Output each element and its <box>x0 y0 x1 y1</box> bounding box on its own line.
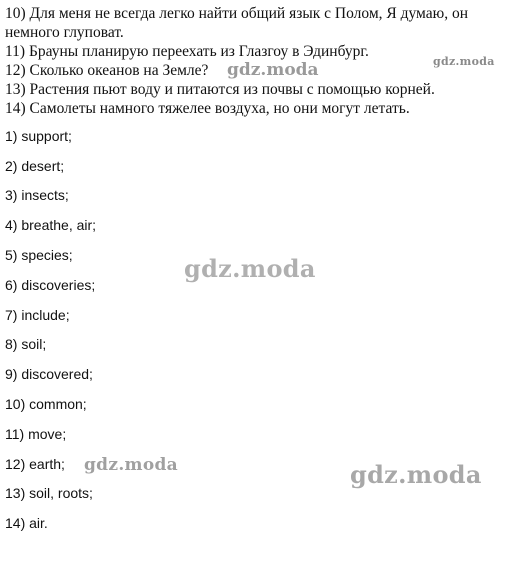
answer-13: 13) soil, roots; <box>5 485 93 501</box>
sentence-10-line-1: 10) Для меня не всегда легко найти общий язык с Полом, Я думаю, он <box>5 5 468 22</box>
answer-2: 2) desert; <box>5 158 65 174</box>
answer-3: 3) insects; <box>5 187 69 203</box>
answer-9: 9) discovered; <box>5 366 93 382</box>
sentence-13: 13) Растения пьют воду и питаются из почвы с помощью корней. <box>5 81 435 98</box>
answer-8: 8) soil; <box>5 336 47 352</box>
sentence-12: 12) Сколько океанов на Земле? <box>5 62 209 79</box>
watermark-inline: gdz.moda <box>227 60 319 80</box>
answer-5: 5) species; <box>5 247 73 263</box>
sentence-11: 11) Брауны планирую переехать из Глазгоу в Эдинбург. <box>5 43 369 60</box>
answer-10: 10) common; <box>5 396 87 412</box>
watermark-right: gdz.moda <box>350 460 482 489</box>
watermark-mid: gdz.moda <box>84 455 178 475</box>
answer-7: 7) include; <box>5 307 70 323</box>
answer-4: 4) breathe, air; <box>5 217 97 233</box>
watermark-small: gdz.moda <box>433 55 495 68</box>
sentence-14: 14) Самолеты намного тяжелее воздуха, но они могут летать. <box>5 100 410 117</box>
answer-12: 12) earth; <box>5 456 65 472</box>
sentence-10-line-2: немного глуповат. <box>5 24 124 41</box>
answer-11: 11) move; <box>5 426 67 442</box>
answer-1: 1) support; <box>5 128 72 144</box>
watermark-center: gdz.moda <box>184 254 316 283</box>
answer-6: 6) discoveries; <box>5 277 96 293</box>
answer-14: 14) air. <box>5 515 48 531</box>
